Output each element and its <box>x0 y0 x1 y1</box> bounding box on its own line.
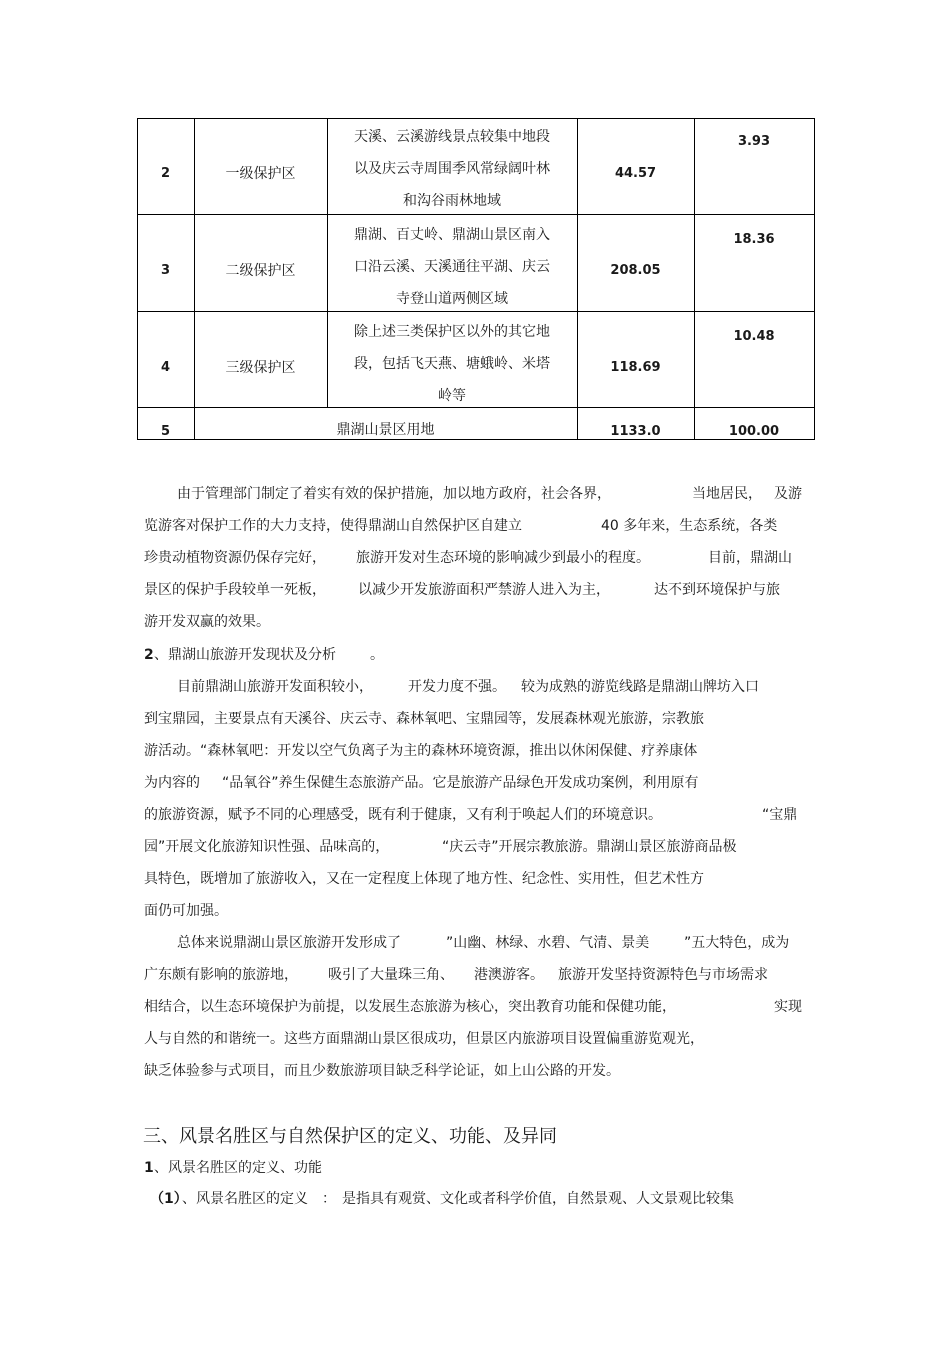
table-row-area: 44.57 <box>614 165 657 181</box>
document-page: 2 一级保护区 天溪、云溪游线景点较集中地段 以及庆云寺周围季风常绿阔叶林 和沟谷雨林地域 44.57 3.93 3 二级保护区 鼎湖、百丈岭、鼎湖山景区南入 口沿云溪、天溪通往平湖、庆云 寺登山道两侧区域 208.05 18.36 4 三级保护区 除上述三类保护区以外的其它地 段，包括飞天燕、塘蛾岭、米塔 岭等 118.69 10.48 5 鼎湖山景区用地 1133.0 100.00 由于管理部门制定了着实有效的保护措施，加以地方政府，社会各界， 当地居民， 及游 览游客对保护工作的大力支持，使得鼎湖山自然保护区自建立 40 多年来，生态系统，各类 珍贵动植物资源仍保存完好， 旅游开发对生态环境的影响减少到最小的程度。 目前，鼎湖山 景区的保护手段较单一死板， 以减少开发旅游面积严禁游人进入为主， 达不到环境保护与旅 游开发双赢的效果。 2 、鼎湖山旅游开发现状及分析 。 目前鼎湖山旅游开发面积较小， 开发力度不强。 较为成熟的游览线路是鼎湖山牌坊入口 到宝鼎园，主要景点有天溪谷、庆云寺、森林氧吧、宝鼎园等，发展森林观光旅游，宗教旅 游活动。“森林氧吧：开发以空气负离子为主的森林环境资源，推出以休闲保健、疗养康体 为内容的 “品氧谷”养生保健生态旅游产品。它是旅游产品绿色开发成功案例，利用原有 的旅游资源，赋予不同的心理感受，既有利于健康，又有利于唤起人们的环境意识。 “宝鼎 园”开展文化旅游知识性强、品味高的， “庆云寺”开展宗教旅游。鼎湖山景区旅游商品极 具特色，既增加了旅游收入，又在一定程度上体现了地方性、纪念性、实用性，但艺术性方 面仍可加强。 总体来说鼎湖山景区旅游开发形成了 ”山幽、林绿、水碧、气清、景美 ”五大特色，成为 广东颇有影响的旅游地， 吸引了大量珠三角、 港澳游客。 旅游开发坚持资源特色与市场需求 相结合，以生态环境保护为前提，以发展生态旅游为核心，突出教育功能和保健功能， 实现 人与自然的和谐统一。这些方面鼎湖山景区很成功，但景区内旅游项目设置偏重游览观光， 缺乏体验参与式项目，而且少数旅游项目缺乏科学论证，如上山公路的开发。 三、风景名胜区与自然保护区的定义、功能、及异同 1 、风景名胜区的定义、功能 （1） 、风景名胜区的定义 ： 是指具有观赏、文化或者科学价值，自然景观、人文景观比较集 <box>0 0 950 1345</box>
table-total-label: 鼎湖山景区用地 <box>336 422 435 438</box>
table-total-area: 1133.0 <box>610 423 661 439</box>
table-row-zone: 三级保护区 <box>225 360 296 376</box>
table-row-index: 3 <box>160 262 171 278</box>
protection-zone-table <box>137 118 815 440</box>
table-row-scope: 天溪、云溪游线景点较集中地段 以及庆云寺周围季风常绿阔叶林 和沟谷雨林地域 <box>354 129 550 209</box>
table-row-area: 208.05 <box>610 262 661 278</box>
table-row-scope: 除上述三类保护区以外的其它地 段，包括飞天燕、塘蛾岭、米塔 岭等 <box>354 324 550 404</box>
table-total-percent: 100.00 <box>728 423 780 439</box>
section-title: 三、风景名胜区与自然保护区的定义、功能、及异同 <box>143 1126 557 1147</box>
table-row-scope: 鼎湖、百丈岭、鼎湖山景区南入 口沿云溪、天溪通往平湖、庆云 寺登山道两侧区域 <box>354 227 550 307</box>
table-row-percent: 18.36 <box>733 231 775 247</box>
table-row-area: 118.69 <box>610 359 661 375</box>
table-row-percent: 3.93 <box>737 133 771 149</box>
table-total-index: 5 <box>160 423 171 439</box>
table-row-index: 2 <box>160 165 171 181</box>
table-row-zone: 一级保护区 <box>225 166 296 182</box>
table-row-index: 4 <box>160 359 171 375</box>
table-row-zone: 二级保护区 <box>225 263 296 279</box>
table-row-percent: 10.48 <box>733 328 775 344</box>
